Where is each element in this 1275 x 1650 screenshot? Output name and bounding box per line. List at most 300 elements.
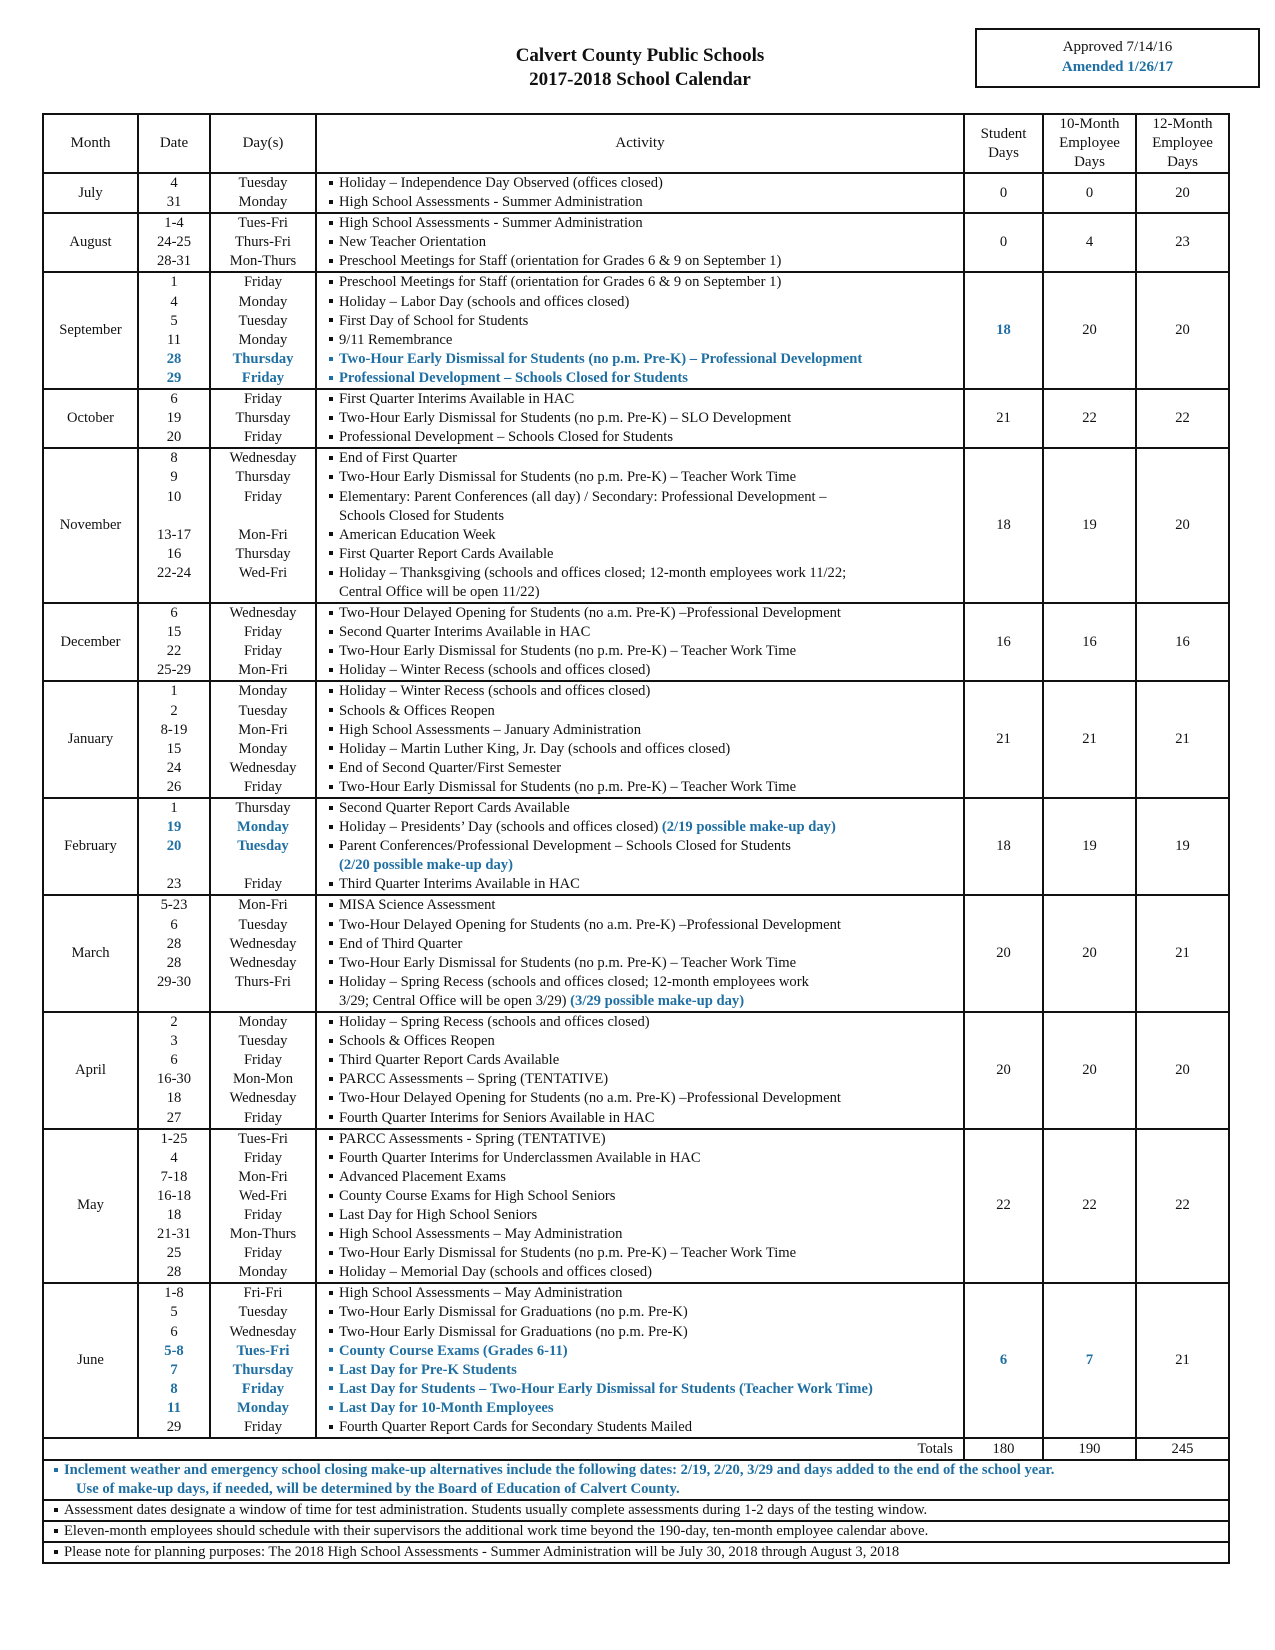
date-value: 8: [170, 450, 178, 467]
day-value: Friday: [243, 391, 283, 408]
activity-text: Holiday – Labor Day (schools and offices closed): [339, 293, 630, 310]
twelve-month-days-value: 21: [1136, 895, 1229, 1012]
activity-text: Fourth Quarter Interims for Underclassmen Available in HAC: [339, 1149, 701, 1166]
days-cell: [210, 173, 316, 213]
activity-item: [317, 935, 963, 954]
day-value: Monday: [238, 1014, 288, 1031]
bullet-icon: [329, 668, 333, 672]
activities-cell: [316, 603, 964, 681]
bullet-icon: [329, 708, 333, 712]
note-line: [54, 1480, 1228, 1499]
month-row-may: [43, 1129, 1229, 1284]
activity-item: [317, 992, 963, 1011]
days-cell: [210, 681, 316, 798]
activity-text: PARCC Assessments - Spring (TENTATIVE): [339, 1130, 606, 1147]
twelve-month-days-value: 20: [1136, 1012, 1229, 1129]
activity-text: Two-Hour Early Dismissal for Graduations (no p.m. Pre-K): [339, 1323, 688, 1340]
bullet-icon: [329, 882, 333, 886]
activity-text: Two-Hour Early Dismissal for Students (no p.m. Pre-K) – Teacher Work Time: [339, 1245, 797, 1262]
day-value: Mon-Fri: [238, 897, 288, 914]
activity-text: Preschool Meetings for Staff (orientation for Grades 6 & 9 on September 1): [339, 274, 782, 291]
day-value: Friday: [243, 643, 283, 660]
activity-item: [317, 1109, 963, 1128]
activity-text: End of First Quarter: [339, 450, 457, 467]
bullet-icon: [329, 1291, 333, 1295]
day-value: Monday: [238, 683, 288, 700]
day-value: Thursday: [235, 469, 291, 486]
bullet-icon: [329, 1194, 333, 1198]
activity-item: [317, 1380, 963, 1399]
day-value: Wed-Fri: [238, 1187, 288, 1204]
activity-item: [317, 1303, 963, 1322]
activity-item: [317, 604, 963, 623]
column-header-date: Date: [138, 114, 210, 173]
activity-text: Holiday – Presidents’ Day (schools and offices closed): [339, 819, 659, 836]
activity-text: Holiday – Winter Recess (schools and offices closed): [339, 683, 651, 700]
bullet-icon: [329, 922, 333, 926]
activity-text: High School Assessments - Summer Administration: [339, 194, 643, 211]
student-days-value: 18: [964, 272, 1043, 389]
bullet-icon: [329, 1115, 333, 1119]
date-value: 1-25: [160, 1130, 188, 1147]
activity-item: [317, 1225, 963, 1244]
activities-cell: [316, 448, 964, 603]
amended-date: Amended 1/26/17: [1061, 59, 1174, 75]
activity-text: Holiday – Memorial Day (schools and offices closed): [339, 1264, 653, 1281]
date-value: 6: [170, 391, 178, 408]
activity-text: Professional Development – Schools Closed for Students: [339, 429, 674, 446]
bullet-icon: [329, 181, 333, 185]
make-up-day-note: (2/19 possible make-up day): [661, 819, 836, 836]
calendar-body: [43, 173, 1229, 1438]
date-value: 26: [166, 778, 182, 795]
bullet-icon: [54, 1468, 58, 1472]
student-days-value: 18: [964, 798, 1043, 895]
bullet-icon: [329, 806, 333, 810]
day-value: Mon-Fri: [238, 526, 288, 543]
activity-item: [317, 1149, 963, 1168]
activities-cell: [316, 1129, 964, 1284]
bullet-icon: [329, 941, 333, 945]
bullet-icon: [329, 844, 333, 848]
date-value: 18: [166, 1090, 182, 1107]
days-cell: [210, 603, 316, 681]
bullet-icon: [329, 221, 333, 225]
activity-text: Two-Hour Early Dismissal for Students (no p.m. Pre-K) – Teacher Work Time: [339, 954, 797, 971]
twelve-month-days-value: 23: [1136, 213, 1229, 272]
month-row-december: [43, 603, 1229, 681]
activity-text: 3/29; Central Office will be open 3/29): [339, 992, 567, 1009]
student-days-value: 22: [964, 1129, 1043, 1284]
bullet-icon: [329, 1174, 333, 1178]
spacer: [211, 856, 315, 875]
activity-text: Second Quarter Interims Available in HAC: [339, 624, 591, 641]
month-row-april: [43, 1012, 1229, 1129]
note-line: [54, 1461, 1228, 1480]
day-value: Monday: [238, 194, 288, 211]
date-value: 20: [166, 838, 182, 855]
date-value: 18: [166, 1206, 182, 1223]
activity-item: [317, 740, 963, 759]
bullet-icon: [329, 1367, 333, 1371]
twelve-month-days-value: 21: [1136, 681, 1229, 798]
date-value: 28-31: [156, 253, 192, 270]
note-row: [43, 1521, 1229, 1542]
activity-text: Schools Closed for Students: [339, 507, 504, 524]
day-value: Wednesday: [229, 1090, 297, 1107]
date-value: 19: [166, 819, 182, 836]
activity-text: Two-Hour Early Dismissal for Students (no p.m. Pre-K) – Teacher Work Time: [339, 778, 797, 795]
days-cell: [210, 213, 316, 272]
date-value: 6: [170, 916, 178, 933]
day-value: Tues-Fri: [238, 1130, 288, 1147]
activity-text: Schools & Offices Reopen: [339, 1033, 495, 1050]
total-student-days: 180: [964, 1438, 1043, 1460]
approved-date: Approved 7/14/16: [1062, 39, 1173, 55]
ten-month-days-value: 20: [1043, 895, 1136, 1012]
day-value: Fri-Fri: [243, 1285, 283, 1302]
note-line: [54, 1501, 1228, 1520]
activity-text: Holiday – Spring Recess (schools and offices closed; 12-month employees work: [339, 973, 809, 990]
month-row-february: [43, 798, 1229, 895]
day-value: Friday: [243, 1149, 283, 1166]
totals-label: Totals: [43, 1438, 964, 1460]
activity-text: Last Day for High School Seniors: [339, 1206, 538, 1223]
date-value: 19: [166, 410, 182, 427]
student-days-value: 18: [964, 448, 1043, 603]
note-line: [54, 1543, 1228, 1562]
header-line: Employee: [1059, 135, 1120, 151]
day-value: Wednesday: [229, 759, 297, 776]
bullet-icon: [329, 611, 333, 615]
spacer: [139, 992, 209, 1011]
total-10-month-days: 190: [1043, 1438, 1136, 1460]
bullet-icon: [54, 1508, 58, 1512]
activity-text: Holiday – Martin Luther King, Jr. Day (schools and offices closed): [339, 740, 731, 757]
ten-month-days-value: 20: [1043, 1012, 1136, 1129]
bullet-icon: [329, 200, 333, 204]
day-value: Friday: [243, 778, 283, 795]
totals-row: [43, 1438, 1229, 1460]
date-value: 15: [166, 624, 182, 641]
day-value: Friday: [243, 1206, 283, 1223]
days-cell: [210, 1129, 316, 1284]
note-cell: [43, 1460, 1229, 1500]
bullet-icon: [329, 357, 333, 361]
date-value: 6: [170, 605, 178, 622]
bullet-icon: [329, 1232, 333, 1236]
bullet-icon: [329, 727, 333, 731]
date-value: 5-23: [160, 897, 188, 914]
activity-item-continued: [317, 856, 963, 875]
date-value: 28: [166, 1264, 182, 1281]
note-cell: [43, 1500, 1229, 1521]
activity-text: Schools & Offices Reopen: [339, 702, 495, 719]
column-header-days: Day(s): [210, 114, 316, 173]
date-value: 11: [167, 1399, 181, 1416]
activity-item: [317, 428, 963, 447]
activity-text: Two-Hour Early Dismissal for Students (no p.m. Pre-K) – Professional Development: [339, 350, 863, 367]
header-line: 10-Month: [1059, 116, 1120, 132]
header-line: 12-Month: [1152, 116, 1213, 132]
activity-text: 9/11 Remembrance: [339, 331, 453, 348]
day-value: Monday: [238, 331, 288, 348]
activity-item: [317, 390, 963, 409]
day-value: Mon-Thurs: [229, 1226, 297, 1243]
day-value: Friday: [241, 369, 285, 386]
column-header-activity: Activity: [316, 114, 964, 173]
approval-box: [975, 28, 1260, 88]
day-value: Thursday: [235, 410, 291, 427]
activity-item: [317, 1130, 963, 1149]
bullet-icon: [329, 397, 333, 401]
activity-text: Parent Conferences/Professional Development – Schools Closed for Students: [339, 838, 791, 855]
column-header-10-month: [1043, 114, 1136, 173]
activities-cell: [316, 1012, 964, 1129]
day-value: Tuesday: [238, 1304, 288, 1321]
activity-item: [317, 252, 963, 271]
date-value: 8: [170, 1380, 178, 1397]
activity-text: Two-Hour Early Dismissal for Graduations (no p.m. Pre-K): [339, 1304, 688, 1321]
activities-cell: [316, 798, 964, 895]
dates-cell: [138, 1129, 210, 1284]
activity-item: [317, 1342, 963, 1361]
activity-text: County Course Exams (Grades 6-11): [339, 1342, 568, 1359]
date-value: 2: [170, 702, 178, 719]
bullet-icon: [329, 689, 333, 693]
date-value: 7-18: [160, 1168, 188, 1185]
activity-item: [317, 312, 963, 331]
day-value: Mon-Fri: [238, 662, 288, 679]
twelve-month-days-value: 20: [1136, 448, 1229, 603]
activity-text: Holiday – Winter Recess (schools and offices closed): [339, 662, 651, 679]
days-cell: [210, 1283, 316, 1438]
activity-item: [317, 214, 963, 233]
activities-cell: [316, 1283, 964, 1438]
activity-item: [317, 526, 963, 545]
notes-section: [43, 1460, 1229, 1563]
bullet-icon: [329, 1213, 333, 1217]
month-row-june: [43, 1283, 1229, 1438]
activity-text: First Day of School for Students: [339, 312, 529, 329]
activity-item: [317, 1361, 963, 1380]
activity-item: [317, 1187, 963, 1206]
activity-item: [317, 564, 963, 583]
bullet-icon: [329, 1270, 333, 1274]
student-days-value: 21: [964, 389, 1043, 448]
bullet-icon: [329, 630, 333, 634]
day-value: Friday: [243, 624, 283, 641]
spacer: [139, 507, 209, 526]
activity-item: [317, 623, 963, 642]
date-value: 1-4: [164, 215, 184, 232]
activity-text: First Quarter Report Cards Available: [339, 545, 554, 562]
activity-text: Holiday – Thanksgiving (schools and offices closed; 12-month employees work 11/22;: [339, 564, 847, 581]
day-value: Thursday: [235, 545, 291, 562]
days-cell: [210, 1012, 316, 1129]
spacer: [211, 992, 315, 1011]
activity-text: Advanced Placement Exams: [339, 1168, 506, 1185]
activity-item: [317, 721, 963, 740]
title-calendar: 2017-2018 School Calendar: [529, 69, 751, 90]
activity-item: [317, 759, 963, 778]
activity-item: [317, 507, 963, 526]
month-row-march: [43, 895, 1229, 1012]
date-value: 4: [170, 293, 178, 310]
student-days-value: 20: [964, 1012, 1043, 1129]
day-value: Friday: [241, 1380, 285, 1397]
date-value: 28: [166, 935, 182, 952]
spacer: [211, 507, 315, 526]
day-value: Wednesday: [229, 954, 297, 971]
activity-item: [317, 331, 963, 350]
dates-cell: [138, 895, 210, 1012]
date-value: 1: [170, 800, 178, 816]
bullet-icon: [54, 1529, 58, 1533]
activity-text: Two-Hour Delayed Opening for Students (no a.m. Pre-K) –Professional Development: [339, 605, 841, 622]
date-value: 16: [166, 545, 182, 562]
dates-cell: [138, 272, 210, 389]
note-text: Eleven-month employees should schedule with their supervisors the additional work time beyond the 190-day, ten-month employee calendar above.: [64, 1523, 929, 1540]
bullet-icon: [329, 980, 333, 984]
dates-cell: [138, 173, 210, 213]
bullet-icon: [329, 1386, 333, 1390]
activity-item: [317, 778, 963, 797]
day-value: Thurs-Fri: [235, 234, 291, 251]
day-value: Tuesday: [237, 838, 289, 855]
activity-text: Two-Hour Early Dismissal for Students (no p.m. Pre-K) – Teacher Work Time: [339, 469, 797, 486]
activity-item: [317, 1013, 963, 1032]
note-cell: [43, 1542, 1229, 1563]
activity-text: Last Day for Students – Two-Hour Early Dismissal for Students (Teacher Work Time): [339, 1380, 873, 1397]
date-value: 6: [170, 1052, 178, 1069]
date-value: 28: [166, 954, 182, 971]
activity-item: [317, 1070, 963, 1089]
date-value: 27: [166, 1109, 182, 1126]
date-value: 5: [170, 1304, 178, 1321]
date-value: 7: [170, 1361, 178, 1378]
month-row-november: [43, 448, 1229, 603]
date-value: 5: [170, 312, 178, 329]
activity-text: High School Assessments – May Administration: [339, 1285, 623, 1302]
activity-text: High School Assessments – May Administration: [339, 1226, 623, 1243]
note-text: Use of make-up days, if needed, will be determined by the Board of Education of Calvert County.: [76, 1481, 680, 1498]
date-value: 24-25: [156, 234, 192, 251]
bullet-icon: [329, 259, 333, 263]
bullet-icon: [329, 1058, 333, 1062]
header-line: Student: [980, 125, 1027, 142]
month-name: November: [43, 448, 138, 603]
day-value: Friday: [243, 876, 283, 893]
dates-cell: [138, 1012, 210, 1129]
date-value: 4: [170, 1149, 178, 1166]
date-value: 11: [166, 331, 182, 348]
day-value: Wed-Fri: [238, 564, 288, 581]
header-line: Days: [1167, 154, 1198, 170]
activity-item: [317, 468, 963, 487]
bullet-icon: [329, 1310, 333, 1314]
activity-item: [317, 875, 963, 894]
bullet-icon: [329, 1096, 333, 1100]
activity-item: [317, 449, 963, 468]
date-value: 28: [166, 350, 182, 367]
bullet-icon: [329, 1077, 333, 1081]
ten-month-days-value: 19: [1043, 798, 1136, 895]
activity-item: [317, 1263, 963, 1282]
note-line: [54, 1522, 1228, 1541]
student-days-value: 0: [964, 173, 1043, 213]
header-line: Days: [1074, 154, 1105, 170]
spacer: [139, 856, 209, 875]
days-cell: [210, 448, 316, 603]
note-text: Please note for planning purposes: The 2018 High School Assessments - Summer Administration will be July 30, 2018 through August 3, 2018: [64, 1544, 900, 1561]
dates-cell: [138, 798, 210, 895]
note-row: [43, 1542, 1229, 1563]
day-value: Tuesday: [238, 175, 288, 191]
month-name: May: [43, 1129, 138, 1284]
month-name: April: [43, 1012, 138, 1129]
activity-text: Holiday – Independence Day Observed (offices closed): [339, 175, 663, 191]
activity-text: Professional Development – Schools Closed for Students: [339, 369, 688, 386]
twelve-month-days-value: 21: [1136, 1283, 1229, 1438]
activity-text: Holiday – Spring Recess (schools and offices closed): [339, 1014, 650, 1031]
bullet-icon: [329, 903, 333, 907]
ten-month-days-value: 21: [1043, 681, 1136, 798]
note-text: Inclement weather and emergency school closing make-up alternatives include the following dates: 2/19, 2/20, 3/29 and days added to the end of the school year.: [64, 1462, 1055, 1479]
bullet-icon: [54, 1550, 58, 1554]
day-value: Wednesday: [229, 935, 297, 952]
activity-text: Two-Hour Early Dismissal for Students (no p.m. Pre-K) – SLO Development: [339, 410, 792, 427]
bullet-icon: [329, 649, 333, 653]
title-district: Calvert County Public Schools: [515, 45, 765, 66]
activity-item: [317, 273, 963, 292]
activity-item: [317, 954, 963, 973]
date-value: 29: [166, 369, 182, 386]
activity-item: [317, 293, 963, 312]
month-name: January: [43, 681, 138, 798]
spacer: [139, 583, 209, 602]
bullet-icon: [329, 240, 333, 244]
activity-item: [317, 973, 963, 992]
date-value: 15: [166, 740, 182, 757]
activity-item: [317, 642, 963, 661]
day-value: Wednesday: [229, 450, 297, 467]
month-name: July: [43, 173, 138, 213]
ten-month-days-value: 7: [1043, 1283, 1136, 1438]
student-days-value: 0: [964, 213, 1043, 272]
date-value: 13-17: [156, 526, 192, 543]
student-days-value: 21: [964, 681, 1043, 798]
date-value: 23: [166, 876, 182, 893]
bullet-icon: [329, 1425, 333, 1429]
month-name: October: [43, 389, 138, 448]
days-cell: [210, 895, 316, 1012]
activity-item: [317, 916, 963, 935]
activities-cell: [316, 895, 964, 1012]
day-value: Mon-Fri: [238, 1168, 288, 1185]
activity-text: Elementary: Parent Conferences (all day) / Secondary: Professional Development –: [339, 488, 827, 505]
day-value: Monday: [238, 740, 288, 757]
activities-cell: [316, 213, 964, 272]
activity-text: Third Quarter Report Cards Available: [339, 1052, 560, 1069]
day-value: Friday: [243, 274, 283, 291]
activity-item: [317, 682, 963, 701]
note-row: [43, 1500, 1229, 1521]
day-value: Monday: [237, 1399, 289, 1416]
day-value: Friday: [243, 429, 283, 446]
activity-item: [317, 488, 963, 507]
month-name: August: [43, 213, 138, 272]
